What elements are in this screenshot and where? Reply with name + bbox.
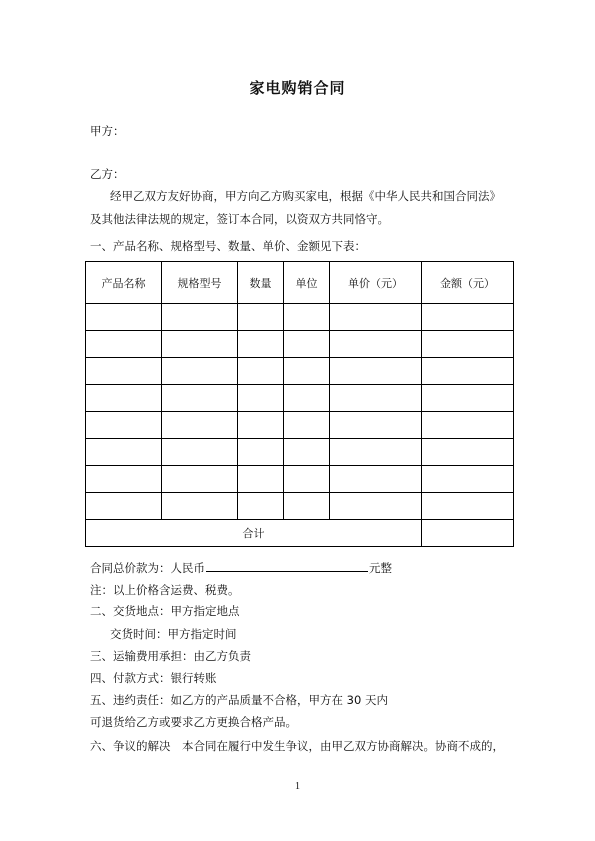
total-amount-cell[interactable] [422,520,514,547]
table-cell[interactable] [238,439,284,466]
table-cell[interactable] [422,385,514,412]
header-unit: 单位 [284,262,330,304]
goods-table [85,261,514,547]
table-cell[interactable] [330,439,422,466]
delivery-time: 交货时间：甲方指定时间 [110,627,237,641]
table-cell[interactable] [238,493,284,520]
table-cell[interactable] [238,331,284,358]
table-cell[interactable] [162,358,238,385]
table-total-row [86,520,514,547]
table-cell[interactable] [422,439,514,466]
table-cell[interactable] [86,493,162,520]
breach-line-2: 可退货给乙方或要求乙方更换合格产品。 [90,715,297,729]
table-cell[interactable] [330,304,422,331]
table-cell[interactable] [422,466,514,493]
table-cell[interactable] [284,385,330,412]
breach-line-1: 五、违约责任：如乙方的产品质量不合格，甲方在 30 天内 [90,693,388,707]
table-cell[interactable] [86,331,162,358]
header-spec-model: 规格型号 [162,262,238,304]
table-cell[interactable] [238,466,284,493]
table-row [86,385,514,412]
document-title: 家电购销合同 [249,79,346,97]
table-cell[interactable] [284,412,330,439]
table-cell[interactable] [162,412,238,439]
table-cell[interactable] [284,493,330,520]
dispute-resolution: 六、争议的解决 本合同在履行中发生争议，由甲乙双方协商解决。协商不成的， [90,739,504,753]
table-cell[interactable] [238,358,284,385]
table-cell[interactable] [284,331,330,358]
table-cell[interactable] [422,304,514,331]
page-number: 1 [295,781,300,792]
table-cell[interactable] [330,385,422,412]
table-cell[interactable] [86,466,162,493]
table-cell[interactable] [86,439,162,466]
table-row [86,493,514,520]
contract-total-line [90,559,392,576]
table-row [86,466,514,493]
payment-method: 四、付款方式：银行转账 [90,671,217,685]
table-cell[interactable] [284,466,330,493]
table-cell[interactable] [284,358,330,385]
table-cell[interactable] [162,493,238,520]
delivery-place: 二、交货地点：甲方指定地点 [90,604,240,618]
header-unit-price: 单价（元） [330,262,422,304]
table-cell[interactable] [330,412,422,439]
table-cell[interactable] [330,493,422,520]
contract-total-prefix: 合同总价款为：人民币 [90,561,205,575]
table-cell[interactable] [86,358,162,385]
section-1-heading: 一、产品名称、规格型号、数量、单价、金额见下表： [90,239,366,253]
table-cell[interactable] [162,385,238,412]
table-row [86,331,514,358]
intro-paragraph-line-2: 及其他法律法规的规定，签订本合同，以资双方共同恪守。 [90,212,389,226]
table-cell[interactable] [330,358,422,385]
header-product-name: 产品名称 [86,262,162,304]
table-row [86,358,514,385]
table-cell[interactable] [238,412,284,439]
table-cell[interactable] [422,331,514,358]
header-quantity: 数量 [238,262,284,304]
table-cell[interactable] [284,304,330,331]
price-note: 注：以上价格含运费、税费。 [90,583,240,597]
table-cell[interactable] [422,412,514,439]
intro-paragraph-line-1: 经甲乙双方友好协商，甲方向乙方购买家电，根据《中华人民共和国合同法》 [110,189,501,203]
header-amount: 金额（元） [422,262,514,304]
party-b-label: 乙方： [90,167,125,181]
table-row [86,304,514,331]
table-cell[interactable] [162,466,238,493]
table-cell[interactable] [284,439,330,466]
table-cell[interactable] [238,385,284,412]
table-cell[interactable] [330,331,422,358]
table-cell[interactable] [162,439,238,466]
contract-total-suffix: 元整 [369,561,392,575]
table-cell[interactable] [86,304,162,331]
table-cell[interactable] [422,358,514,385]
total-label: 合计 [86,520,422,547]
table-cell[interactable] [162,331,238,358]
table-cell[interactable] [86,385,162,412]
table-cell[interactable] [422,493,514,520]
table-cell[interactable] [86,412,162,439]
table-header-row [86,262,514,304]
table-cell[interactable] [162,304,238,331]
contract-total-blank[interactable] [206,559,368,572]
table-cell[interactable] [238,304,284,331]
table-cell[interactable] [330,466,422,493]
transport-cost: 三、运输费用承担：由乙方负责 [90,649,251,663]
table-row [86,412,514,439]
party-a-label: 甲方： [90,124,125,138]
table-row [86,439,514,466]
